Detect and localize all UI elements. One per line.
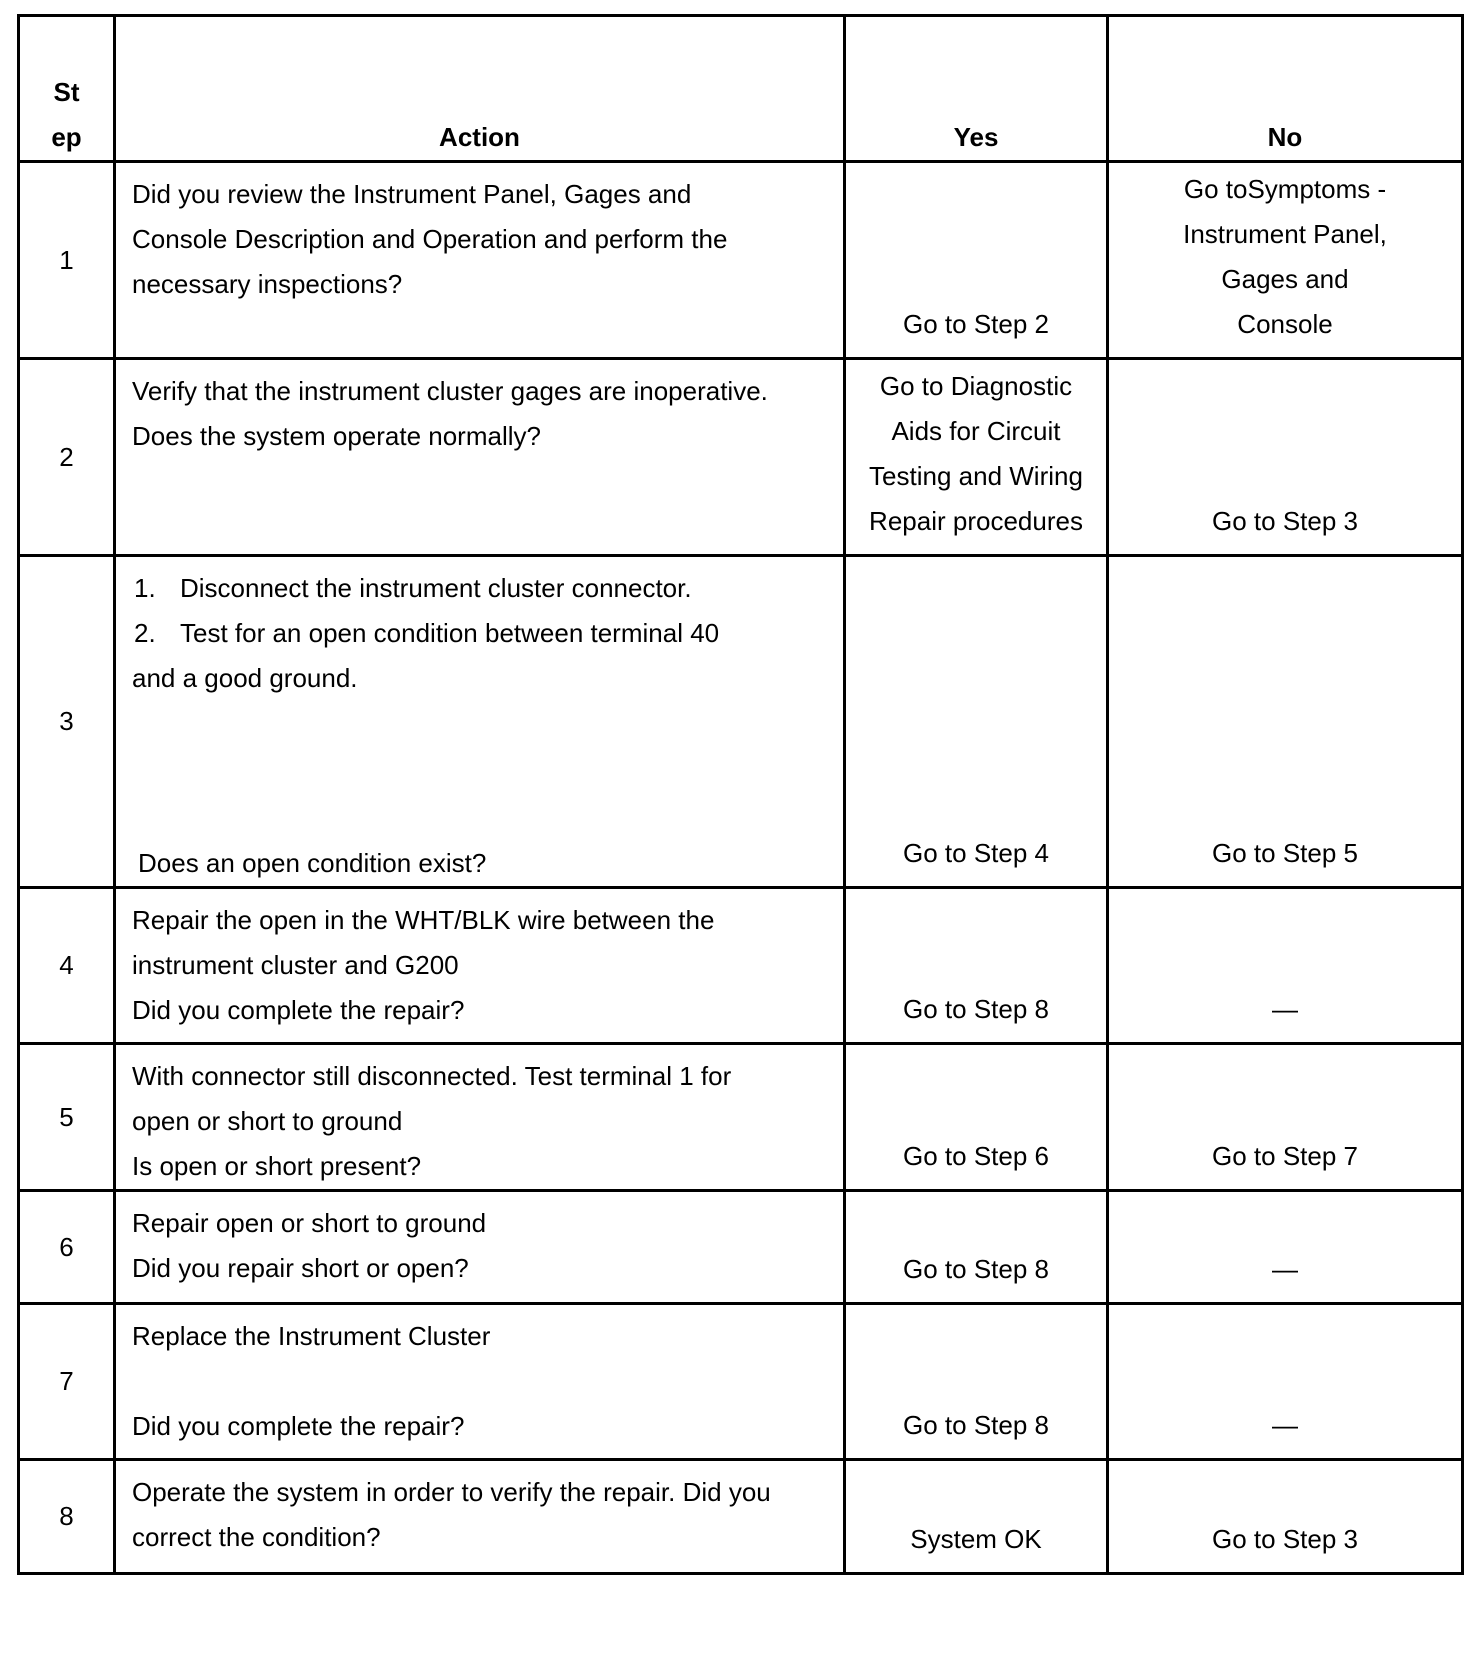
action-cell <box>115 556 845 888</box>
yes-line: Aids for Circuit <box>891 416 1061 446</box>
no-line: Instrument Panel, <box>1183 219 1387 249</box>
action-cell <box>115 162 845 359</box>
action-cell <box>115 888 845 1044</box>
no-line: Go toSymptoms - <box>1183 174 1387 204</box>
step-number: 8 <box>19 1460 115 1574</box>
list-item <box>132 611 829 656</box>
diagnostic-table <box>17 14 1464 1575</box>
step-number: 1 <box>19 162 115 359</box>
no-cell: — <box>1108 1304 1463 1460</box>
list-number: 1. <box>134 573 156 603</box>
question-text: Does an open condition exist? <box>138 848 487 878</box>
action-line: Repair open or short to ground <box>132 1208 487 1238</box>
no-cell: Go to Step 3 <box>1108 1460 1463 1574</box>
yes-cell: Go to Step 4 <box>845 556 1108 888</box>
header-row <box>19 16 1463 162</box>
yes-cell: Go to Step 8 <box>845 1191 1108 1304</box>
no-line: Gages and <box>1221 264 1349 294</box>
header-action: Action <box>115 16 845 162</box>
spacer <box>132 701 829 841</box>
action-line: necessary inspections? <box>132 269 403 299</box>
action-line: Is open or short present? <box>132 1151 422 1181</box>
table-row <box>19 556 1463 888</box>
no-cell <box>1108 162 1463 359</box>
table-row <box>19 1304 1463 1460</box>
action-cell <box>115 1044 845 1191</box>
no-cell: Go to Step 5 <box>1108 556 1463 888</box>
step-number: 5 <box>19 1044 115 1191</box>
no-cell: Go to Step 3 <box>1108 359 1463 556</box>
action-line: Verify that the instrument cluster gages are inoperative. <box>132 376 768 406</box>
list-number: 2. <box>134 618 156 648</box>
table-row <box>19 162 1463 359</box>
table-row <box>19 1044 1463 1191</box>
no-cell: — <box>1108 888 1463 1044</box>
list-item <box>132 566 829 611</box>
action-line: Repair the open in the WHT/BLK wire between the <box>132 905 715 935</box>
no-cell: — <box>1108 1191 1463 1304</box>
table-row <box>19 888 1463 1044</box>
header-step <box>19 16 115 162</box>
table-row <box>19 1460 1463 1574</box>
action-line: Console Description and Operation and perform the <box>132 224 728 254</box>
action-line: Did you complete the repair? <box>132 995 465 1025</box>
header-no: No <box>1108 16 1463 162</box>
step-number: 4 <box>19 888 115 1044</box>
action-cell <box>115 1304 845 1460</box>
header-step-line2: ep <box>51 122 82 152</box>
action-line: With connector still disconnected. Test terminal 1 for <box>132 1061 732 1091</box>
yes-line: Testing and Wiring <box>869 461 1083 491</box>
table-row <box>19 1191 1463 1304</box>
step-number: 7 <box>19 1304 115 1460</box>
action-cell <box>115 359 845 556</box>
yes-cell: System OK <box>845 1460 1108 1574</box>
table-row <box>19 359 1463 556</box>
action-line: Did you complete the repair? <box>132 1411 465 1441</box>
list-text: Disconnect the instrument cluster connector. <box>180 573 692 603</box>
action-cell <box>115 1460 845 1574</box>
action-line: Does the system operate normally? <box>132 421 541 451</box>
header-step-line1: St <box>53 77 80 107</box>
action-line: Replace the Instrument Cluster <box>132 1321 491 1351</box>
no-cell: Go to Step 7 <box>1108 1044 1463 1191</box>
step-number: 3 <box>19 556 115 888</box>
action-line: Operate the system in order to verify the repair. Did you <box>132 1477 771 1507</box>
step-number: 6 <box>19 1191 115 1304</box>
yes-line: Repair procedures <box>869 506 1083 536</box>
step-number: 2 <box>19 359 115 556</box>
yes-line: Go to Diagnostic <box>879 371 1073 401</box>
list-continuation: and a good ground. <box>132 663 358 693</box>
action-line: open or short to ground <box>132 1106 403 1136</box>
action-spacer <box>132 1359 829 1404</box>
action-line: instrument cluster and G200 <box>132 950 459 980</box>
yes-cell: Go to Step 2 <box>845 162 1108 359</box>
action-line: Did you repair short or open? <box>132 1253 469 1283</box>
yes-cell: Go to Step 8 <box>845 1304 1108 1460</box>
yes-cell: Go to Step 8 <box>845 888 1108 1044</box>
no-line: Console <box>1237 309 1333 339</box>
header-yes: Yes <box>845 16 1108 162</box>
yes-cell: Go to Step 6 <box>845 1044 1108 1191</box>
action-line: correct the condition? <box>132 1522 381 1552</box>
list-text: Test for an open condition between terminal 40 <box>180 618 720 648</box>
action-cell <box>115 1191 845 1304</box>
yes-cell <box>845 359 1108 556</box>
action-line: Did you review the Instrument Panel, Gages and <box>132 179 692 209</box>
